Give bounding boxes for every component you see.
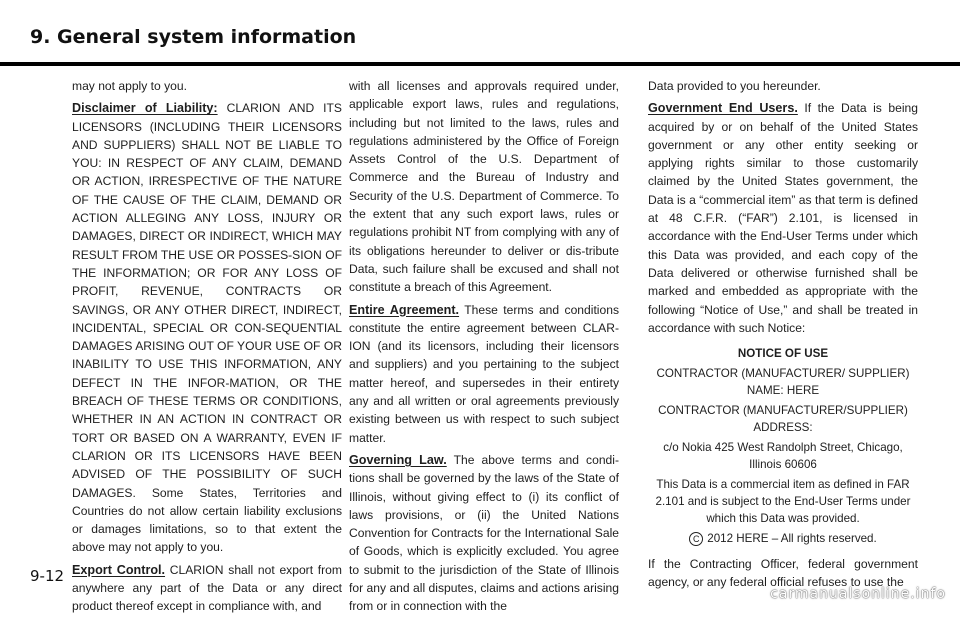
notice-copyright: [648, 530, 918, 547]
notice-contractor-name: CONTRACTOR (MANUFACTURER/ SUPPLIER) NAME: HERE: [656, 367, 910, 398]
governing-law-paragraph: [349, 451, 619, 616]
governing-law-text: The above terms and condi-tions shall be governed by the laws of the State of Illinois, without giving effect to (i) its conflict of laws provisions, or (ii) the United Nations Convention for Contracts for the International Sale of Goods, which is explicitly excluded. You agree to submit to the jurisdiction of the State of Illinois for any and all disputes, claims and actions arising from or in connection with the: [349, 452, 619, 614]
page-title: 9. General system information: [30, 26, 357, 48]
entire-agreement-text: These terms and conditions constitute the entire agreement between CLAR-ION (and its licensors, including their licensors and suppliers) and you pertaining to the subject matter hereof, and supersedes in their entirety any and all written or oral agreements previously existing between us with respect to such subject matter.: [349, 302, 619, 445]
notice-copyright-text: 2012 HERE – All rights reserved.: [707, 532, 877, 546]
entire-agreement-heading: Entire Agreement.: [349, 302, 460, 317]
disclaimer-text: CLARION AND ITS LICENSORS (INCLUDING THEIR LICENSORS AND SUPPLIERS) SHALL NOT BE LIABLE TO YOU: IN RESPECT OF ANY CLAIM, DEMAND OR ACTION, IRRESPECTIVE OF THE NATURE OF THE CAUSE OF THE CLAIM, DEMAND OR ACTION ALLEGING ANY LOSS, INJURY OR DAMAGES, DIRECT OR INDIRECT, WHICH MAY RESULT FROM THE USE OR POSSES-SION OF THE INFORMATION; OR FOR ANY LOSS OF PROFIT, REVENUE, CONTRACTS OR SAVINGS, OR ANY OTHER DIRECT, INDIRECT, INCIDENTAL, SPECIAL OR CON-SEQUENTIAL DAMAGES ARISING OUT OF YOUR USE OF OR INABILITY TO USE THIS INFORMATION, ANY DEFECT IN THE INFOR-MATION, OR THE BREACH OF THESE TERMS OR CONDITIONS, WHETHER IN AN ACTION IN CONTRACT OR TORT OR BASED ON A WARRANTY, EVEN IF CLARION OR ITS LICENSORS HAVE BEEN ADVISED OF THE POSSIBILITY OF SUCH DAMAGES.: [72, 101, 342, 500]
export-text: CLARION shall not export from anywhere any part of the Data or any direct product thereof except in compliance with, and: [72, 562, 342, 614]
intro-paragraph: may not apply to you.: [72, 79, 187, 93]
column-1: [72, 77, 342, 620]
notice-address: c/o Nokia 425 West Randolph Street, Chicago, Illinois 60606: [663, 441, 903, 472]
disclaimer-tail: Some States, Territories and Countries do not allow certain liability exclusions or damages limitations, so to that extent the above may not apply to you.: [72, 485, 342, 555]
notice-heading: NOTICE OF USE: [737, 347, 829, 361]
government-end-users-heading: Government End Users.: [648, 101, 798, 116]
disclaimer-heading: Disclaimer of Liability:: [72, 101, 218, 116]
notice-commercial-item: This Data is a commercial item as defined in FAR 2.101 and is subject to the End-User Terms under which this Data was provided.: [655, 478, 911, 526]
header-rule: [0, 62, 960, 66]
export-heading: Export Control.: [72, 562, 166, 577]
data-continued-paragraph: Data provided to you hereunder.: [648, 79, 821, 93]
notice-of-use-block: [648, 345, 918, 547]
watermark: carmanualsonline.info: [770, 586, 946, 602]
government-end-users-paragraph: [648, 99, 918, 337]
export-paragraph: [72, 561, 342, 616]
column-2: [349, 77, 619, 620]
entire-agreement-paragraph: [349, 301, 619, 447]
page-number: 9-12: [30, 567, 65, 585]
government-end-users-text: If the Data is being acquired by or on behalf of the United States government or any other entity seeking or applying rights similar to those customarily claimed by the United States government, the Data is a “commercial item” as that term is defined at 48 C.F.R. (“FAR”) 2.101, is licensed in accordance with the End-User Terms under which this Data was provided, and each copy of the Data delivered or otherwise furnished shall be marked and embedded as appropriate with the following “Notice of Use,” and shall be treated in accordance with such Notice:: [648, 101, 918, 335]
column-3: [648, 77, 918, 596]
governing-law-heading: Governing Law.: [349, 452, 447, 467]
closing-paragraph: If the Contracting Officer, federal government agency, or any federal official refuses to use the: [648, 557, 918, 590]
export-continued-paragraph: with all licenses and approvals required under, applicable export laws, rules and regulations, including but not limited to the laws, rules and regulations administered by the Office of Foreign Assets Control of the U.S. Department of Commerce and the Bureau of Industry and Security of the U.S. Department of Commerce. To the extent that any such export laws, rules or regulations prohibit NT from complying with any of its obligations hereunder to deliver or dis-tribute Data, such failure shall be excused and shall not constitute a breach of this Agreement.: [349, 79, 619, 295]
disclaimer-paragraph: [72, 99, 342, 556]
notice-contractor-address-label: CONTRACTOR (MANUFACTURER/SUPPLIER) ADDRESS:: [658, 404, 908, 435]
copyright-icon: C: [689, 532, 703, 546]
